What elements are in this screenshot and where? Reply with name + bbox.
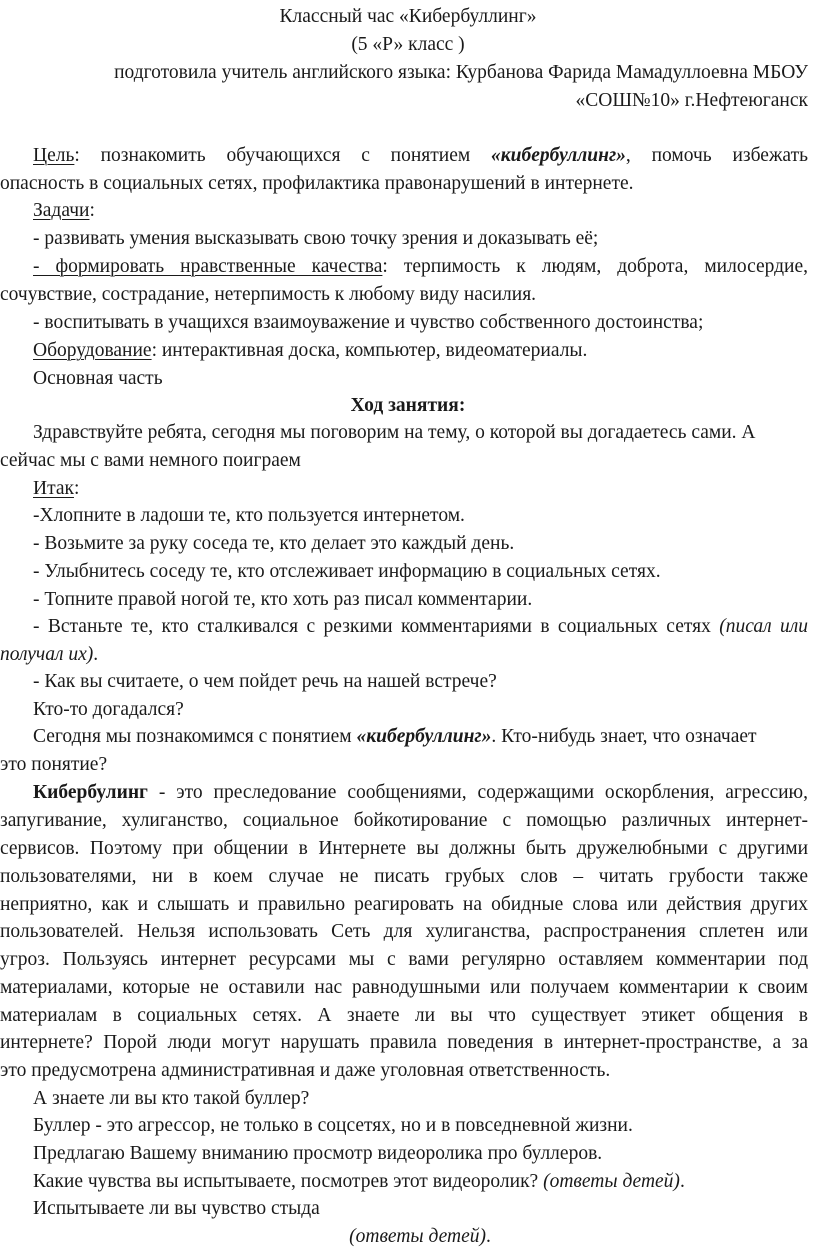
goal-paragraph-line-2: опасность в социальных сетях, профилактика правонарушений в интернете. [0,173,634,194]
game-label: Итак [33,478,74,499]
task-item-2 [33,257,808,277]
children-answers-end: . [485,1226,491,1247]
equipment-label: Оборудование [33,340,152,361]
lesson-heading: Ход занятия: [350,395,466,416]
task-item-1: - развивать умения высказывать свою точку зрения и доказывать её; [33,228,599,249]
game-item-1: -Хлопните в ладоши те, кто пользуется интернетом. [33,505,465,526]
goal-label: Цель [33,145,75,166]
document-title: Классный час «Кибербуллинг» [279,6,537,27]
author-line-2: «СОШ№10» г.Нефтеюганск [575,90,808,111]
game-item-5-end: . [93,644,99,665]
goal-text-a: : познакомить обучающихся с понятием [74,145,471,166]
definition-line-1 [33,783,808,803]
game-item-5-text: - Встаньте те, кто сталкивался с резкими комментариями в социальных сетях [33,616,711,637]
definition-line-9: материалам в социальных сетях. А знаете ли вы что существует этикет общения в [0,1005,808,1026]
feelings-question-text: Какие чувства вы испытываете, посмотрев этот видеоролик? [33,1171,539,1192]
game-item-5-line-2 [0,645,98,665]
intro-line-2: сейчас мы с вами немного поиграем [0,450,301,471]
goal-term: «кибербуллинг» [491,145,626,166]
definition-line-4: пользователями, ни в коем случае не писать грубых слов – читать грубости также [0,866,808,887]
definition-term: Кибербулинг [33,782,148,803]
definition-line-5: неприятно, как и слышать и правильно реагировать на обидные слова или действия других [0,894,808,915]
task-item-2-label: - формировать нравственные качества [33,256,383,277]
goal-paragraph-line-1 [33,146,808,166]
definition-line-3: сервисов. Поэтому при общении в Интернете вы должны быть дружелюбными с другими [0,838,808,859]
definition-line-6: пользователей. Нельзя использовать Сеть для хулиганства, распространения сплетен или [0,921,808,942]
author-line-1: подготовила учитель английского языка: Курбанова Фарида Мамадуллоевна МБОУ [114,62,808,83]
game-item-3: - Улыбнитесь соседу те, кто отслеживает информацию в социальных сетях. [33,561,661,582]
definition-line-11: это предусмотрена административная и даже уголовная ответственность. [0,1060,611,1081]
game-item-5 [33,617,808,637]
question-3-b: . Кто-нибудь знает, что означает [491,726,757,747]
question-3 [33,727,757,747]
game-item-5-note-2: получал их) [0,644,94,665]
game-item-4: - Топните правой ногой те, кто хоть раз писал комментарии. [33,589,533,610]
bully-question: А знаете ли вы кто такой буллер? [33,1088,310,1109]
question-3-line-2: это понятие? [0,754,108,775]
question-3-a: Сегодня мы познакомимся с понятием [33,726,352,747]
task-item-2-text: : терпимость к людям, доброта, милосердие, [382,256,808,277]
definition-text-1: - это преследование сообщениями, содержащими оскорбления, агрессию, [147,782,808,803]
feelings-note: (ответы детей) [543,1171,680,1192]
tasks-heading [33,201,95,221]
tasks-colon: : [89,200,95,221]
question-1: - Как вы считаете, о чем пойдет речь на нашей встрече? [33,671,497,692]
task-item-2-line-2: сочувствие, сострадание, нетерпимость к любому виду насилия. [0,284,537,305]
intro-line-1: Здравствуйте ребята, сегодня мы поговорим на тему, о которой вы догадаетесь сами. А [33,422,756,443]
game-heading [33,479,79,499]
equipment-line [33,341,587,361]
tasks-label: Задачи [33,200,90,221]
bully-definition: Буллер - это агрессор, не только в соцсетях, но и в повседневной жизни. [33,1115,633,1136]
children-answers-text: (ответы детей) [349,1226,486,1247]
definition-line-10: интернете? Порой люди могут нарушать правила поведения в интернет-пространстве, а за [0,1032,808,1053]
task-item-3: - воспитывать в учащихся взаимоуважение и чувство собственного достоинства; [33,312,704,333]
definition-line-8: материалами, которые не оставили нас равнодушными или получаем комментарии к своим [0,977,808,998]
game-colon: : [73,478,80,499]
grade-label: (5 «Р» класс ) [351,34,465,55]
game-item-2: - Возьмите за руку соседа те, кто делает это каждый день. [33,533,515,554]
video-offer: Предлагаю Вашему вниманию просмотр видеоролика про буллеров. [33,1143,603,1164]
main-part-label: Основная часть [33,368,163,389]
game-item-5-note: (писал или [719,616,809,637]
children-answers [0,1227,816,1247]
definition-line-2: запугивание, хулиганство, социальное бойкотирование с помощью различных интернет- [0,810,808,831]
feelings-question [33,1172,685,1192]
equipment-text: : интерактивная доска, компьютер, видеоматериалы. [151,340,588,361]
feelings-end: . [679,1171,685,1192]
goal-text-b: , помочь избежать [625,145,808,166]
shame-question: Испытываете ли вы чувство стыда [33,1198,320,1219]
definition-line-7: угроз. Пользуясь интернет ресурсами мы с вами регулярно оставляем комментарии под [0,949,808,970]
question-3-term: «кибербуллинг» [356,726,492,747]
question-2: Кто-то догадался? [33,699,184,720]
